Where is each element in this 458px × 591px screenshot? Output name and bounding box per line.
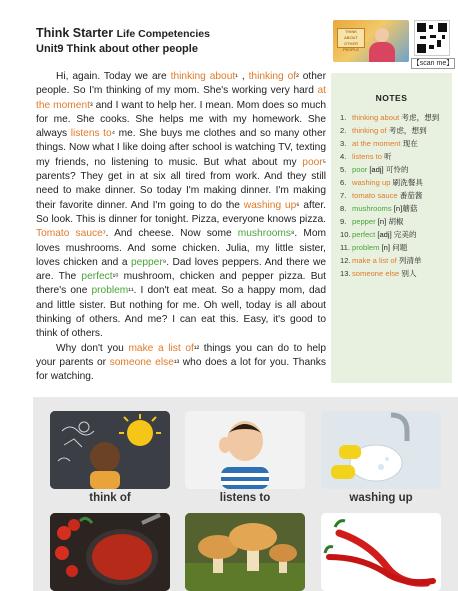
passage-text: parents? They get in at six all tired from work. And they still need to make dinner. So today I'm making dinner. I'm making their favorite dinner. And I'm going to do the <box>36 171 326 211</box>
scan-me-label: 【scan me】 <box>412 60 454 67</box>
vocab-term: pepper <box>131 256 163 268</box>
vocab-term: washing up <box>243 199 297 211</box>
video-thumbnail[interactable] <box>333 20 409 62</box>
note-term: thinking about <box>352 113 400 122</box>
passage-text: who does a lot for you. Thanks for watching. <box>36 356 326 383</box>
note-term: perfect <box>352 230 376 239</box>
notes-title: NOTES <box>375 93 408 103</box>
note-translation: [n] 胡椒 <box>375 217 404 226</box>
passage-text: . I don't eat meat. So a happy mom, dad and little sister. But nothing for me. Oh well, today is all about thinking of others. And me? I can eat this. Easy, it's good to think of others. <box>36 285 326 340</box>
presenter-body <box>369 42 395 62</box>
washing-up-image <box>321 411 441 489</box>
note-item <box>340 269 448 280</box>
passage-text: things you can do to help your parents or <box>36 342 326 368</box>
note-item <box>340 139 448 150</box>
vocab-term: listens to <box>70 128 112 140</box>
think-of-image <box>50 411 170 489</box>
note-item <box>340 217 448 228</box>
vocab-term: perfect <box>81 271 113 283</box>
note-term: poor <box>352 165 368 174</box>
vocab-term: someone else <box>109 356 174 368</box>
passage-text: Why don't you <box>56 342 129 354</box>
caption-think-of: think of <box>89 492 131 504</box>
title-line <box>36 26 210 42</box>
note-number: ⁹ <box>162 257 167 267</box>
passage-text: . Dad loves peppers. And there we are. The <box>36 256 326 283</box>
paragraph-2 <box>36 342 326 385</box>
note-translation: [adj] 可怜的 <box>367 165 409 174</box>
notes-panel <box>331 73 452 383</box>
note-index: 10. <box>340 230 351 239</box>
vocab-term: at the moment <box>36 85 326 111</box>
caption-listens-to: listens to <box>219 492 271 504</box>
subtitle: Life Competencies <box>116 28 210 40</box>
paragraph-1 <box>36 70 326 342</box>
note-translation: 列清单 <box>396 256 422 265</box>
note-number: ¹⁰ <box>112 272 119 282</box>
note-item <box>340 204 448 215</box>
picture-strip <box>33 397 458 591</box>
note-term: pepper <box>352 217 376 226</box>
passage-text: Hi, again. Today we are <box>56 71 171 82</box>
note-index: 11. <box>340 243 350 252</box>
passage-text: . And cheese. Now some <box>105 228 238 240</box>
note-index: 3. <box>340 139 347 148</box>
note-number: ⁴ <box>111 129 116 139</box>
note-number: ¹² <box>193 343 200 353</box>
passage-text: and I want to help her. I mean. Mom does so much for me. She cooks. She helps me with my homework. She always <box>36 99 327 140</box>
note-item <box>340 256 448 267</box>
note-translation: [n]蘑菇 <box>391 204 418 213</box>
note-term: listens to <box>352 152 382 161</box>
note-translation: 刷洗餐具 <box>390 178 423 187</box>
note-number: ¹³ <box>173 357 180 367</box>
passage-text: mushroom, chicken and pepper pizza. But there's one <box>36 271 326 297</box>
note-term: make a list of <box>352 256 397 265</box>
note-term: tomato sauce <box>352 191 398 200</box>
vocab-term: mushrooms <box>237 228 291 240</box>
note-index: 2. <box>340 126 347 135</box>
note-term: thinking of <box>352 126 387 135</box>
passage-text: after. So look. This is dinner for tonight. Pizza, everyone knows pizza. <box>36 199 326 225</box>
note-index: 8. <box>340 204 347 213</box>
note-number: ⁶ <box>296 200 300 210</box>
vocab-term: problem <box>91 285 129 297</box>
mushrooms-image <box>185 513 305 591</box>
note-index: 6. <box>340 178 347 187</box>
note-item <box>340 178 448 189</box>
note-number: ⁵ <box>322 157 326 167</box>
caption-washing-up: washing up <box>349 492 413 504</box>
vocab-term: Tomato sauce <box>36 228 103 240</box>
presenter-face <box>375 28 389 42</box>
note-translation: [n] 问题 <box>379 243 408 252</box>
note-term: mushrooms <box>352 204 392 213</box>
note-item <box>340 113 448 124</box>
header <box>36 26 210 56</box>
note-translation: 听 <box>381 152 392 161</box>
note-item <box>340 152 448 163</box>
vocab-term: make a list of <box>128 342 194 354</box>
passage-text: . Mom loves mushrooms. And some chicken. Julia, my little sister, loves chicken and a <box>36 228 326 268</box>
note-term: washing up <box>352 178 391 187</box>
note-translation: 别人 <box>399 269 417 278</box>
unit-title: Unit9 Think about other people <box>36 43 198 55</box>
note-number: ³ <box>89 100 93 110</box>
note-term: someone else <box>352 269 400 278</box>
vocab-term: thinking of <box>248 71 297 82</box>
video-sign: THINK ABOUT OTHER PEOPLE <box>337 28 365 48</box>
passage <box>36 70 326 385</box>
note-item <box>340 230 448 241</box>
note-translation: 考虑，想到 <box>386 126 427 135</box>
note-index: 1. <box>340 113 347 122</box>
pepper-image <box>321 513 441 591</box>
note-translation: 番茄酱 <box>397 191 423 200</box>
note-index: 13. <box>340 269 351 278</box>
note-translation: 现在 <box>400 139 418 148</box>
tomato-sauce-image <box>50 513 170 591</box>
note-term: at the moment <box>352 139 401 148</box>
note-number: ¹¹ <box>128 286 134 296</box>
note-number: ² <box>296 72 299 81</box>
note-translation: [adj] 完美的 <box>375 230 417 239</box>
passage-text: me. She buys me clothes and so many other things. Now what I like doing after school is watching TV, texting my friends, no listening to music. But what about my <box>36 128 327 168</box>
note-item <box>340 243 448 254</box>
note-item <box>340 126 448 137</box>
brand-title: Think Starter <box>36 26 114 40</box>
note-number: ⁷ <box>102 229 106 239</box>
qr-code-icon[interactable] <box>414 20 450 56</box>
notes-list <box>331 113 452 280</box>
note-translation: 考虑，想到 <box>399 113 440 122</box>
vocab-term: poor <box>302 156 323 168</box>
note-index: 5. <box>340 165 347 174</box>
note-index: 9. <box>340 217 347 226</box>
note-index: 12. <box>340 256 351 265</box>
vocab-term: thinking about <box>170 71 236 82</box>
note-index: 7. <box>340 191 347 200</box>
note-number: ⁸ <box>291 229 295 239</box>
listens-to-image <box>185 411 305 489</box>
note-number: ¹ <box>235 72 238 81</box>
passage-text: other people. So I'm thinking of my mom. She's working very hard <box>36 71 326 97</box>
passage-text: , <box>237 71 249 82</box>
note-index: 4. <box>340 152 347 161</box>
note-item <box>340 191 448 202</box>
note-term: problem <box>352 243 380 252</box>
note-item <box>340 165 448 176</box>
